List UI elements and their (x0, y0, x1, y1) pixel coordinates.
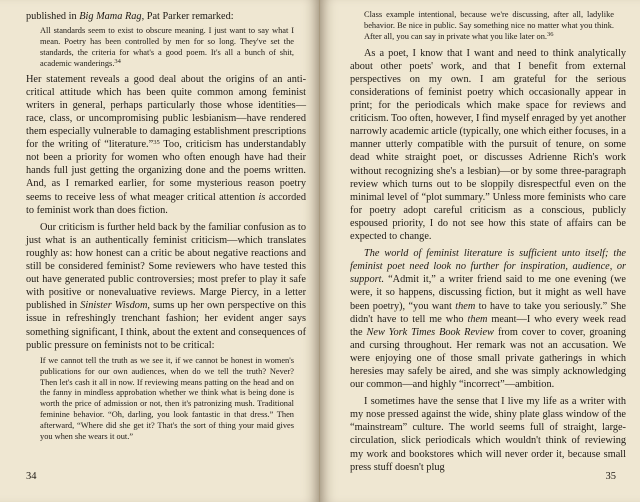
periodical-title: New York Times Book Review (366, 326, 494, 338)
intro-text-end: , Pat Parker remarked: (141, 11, 234, 22)
paragraph-text: Too, criticism has understandably not been a priority for women who often enough have had their hands full just getting the organizing done and the poems written. And, as I remarked earlier, for some mysterious reason poetry seems to receive less of what meager critical attention (26, 139, 306, 203)
block-quote-continuation (364, 10, 614, 43)
footnote-marker: 36 (547, 30, 554, 38)
paragraph-text: Her statement reveals a good deal about the origins of an anti-critical attitude which has been quite common among feminist writers in general, perhaps particularly those whose identities—race, class, or uncompromising public lesbianism—have rendered them especially vulnerable to damaging establishment prescriptions for the writing of “literature.” (26, 73, 306, 151)
paragraph (26, 221, 306, 352)
paragraph-text: Our criticism is further held back by the familiar confusion as to just what is an authentically feminist criticism—which translates roughly as: how honest can a critic be about negative reactions and still be considered feminist? Some reviewers who have tested this out have generated public controversies; most prefer to play it safe with positive or nonevaluative reviews. Marge Piercy, in a letter published in (26, 221, 306, 312)
footnote-marker: 35 (153, 139, 160, 147)
paragraph-text: from cover to cover, groaning and cursing throughout. Her remark was not an accusation. We were enjoying one of those small private gatherings in which heresies may safely be aired, and she was simply acknowledging our common—and highly “incorrect”—ambition. (350, 326, 627, 391)
paragraph: I sometimes have the sense that I live my life as a writer with my nose pressed against the wide, shiny plate glass window of the “mainstream” culture. The world seems full of straight, large-circulation, slick periodicals which wouldn't think of reviewing my work and bookstores which will never order it, because small press stuff doesn't plug (350, 396, 626, 473)
quote-text: All standards seem to exist to obscure meaning. I just want to say what I mean. Poetry has been controlled by men for so long. They've set the standards, the criteria for what's a good poem. It's all a bunch of shit, academic wanderings. (40, 26, 294, 68)
paragraph-text: to have to take you seriously.” She didn't have to tell me who (350, 300, 626, 325)
right-text-column (350, 10, 626, 474)
block-quote-parker (40, 26, 294, 70)
intro-line (26, 10, 306, 23)
paragraph-text: accorded to feminist work than does fiction. (26, 191, 306, 216)
quote-text: Class example intentional, because we're discussing, after all, ladylike behavior. Be nice in public. Say something nice no matter what you think. After all, you can say in private what you like later on. (364, 10, 614, 41)
paragraph-text: meant—I who every week read the (350, 313, 626, 338)
paragraph (26, 73, 306, 217)
periodical-title: Big Mama Rag (79, 11, 142, 22)
block-quote-piercy: If we cannot tell the truth as we see it, if we cannot be honest in women's publications for our own audiences, when do we tell the truth? Never? Then let's cash it all in now. If reviewing means patting on the head and on the fanny in mindless approbation whether we think what is being done is worth the price of admission or not, then it's patronizing mush. Traditional feminine behavior. “Oh, darling, you look fantastic in that dress.” Then afterward, “Where did she get it? That's the sort of thing your maid gives you when she wears it out.” (40, 355, 294, 442)
paragraph-text: “Admit it,” a writer friend said to me one evening (we were, it so happens, discussing fiction, but it might as well have been poetry), “you want (350, 274, 626, 312)
page-number: 35 (605, 471, 616, 482)
paragraph-text: , sums up her own perspective on this issue in refreshingly trenchant fashion; her evident anger says something significant, I think, about the extent and consequences of public pressure on feminists not to be critical: (26, 300, 306, 351)
emphasis: The world of feminist literature is sufficient unto itself; the feminist poet need look no further for inspiration, audience, or support. (350, 248, 626, 286)
paragraph (350, 247, 626, 391)
emphasis: is (258, 191, 266, 203)
emphasis: them (467, 313, 488, 325)
emphasis: them (455, 300, 476, 312)
page-number: 34 (26, 471, 37, 482)
intro-text: published in (26, 11, 80, 22)
footnote-marker: 34 (114, 57, 121, 65)
paragraph: As a poet, I know that I want and need to think analytically about other poets' work, and that I benefit from external perspectives on my own. I am grateful for the serious considerations of feminist poetry which occasionally appear in print; for the periodicals which make space for reviews and criticism. Too often, however, I find myself enraged by yet another narrowly academic article (typically, one which either focuses, in a manner utterly compatible with the pursuit of tenure, on some dead white straight poet, or discusses Adrienne Rich's work without recognizing she's a lesbian)—or by some three-paragraph review which turns out to be sloppily disrespectful even on the minimal level of “plot summary.” Unless more feminists who care for poetry adopt careful criticism as a conscious, publicly espoused priority, I do not see how this state of affairs can be expected to change. (350, 47, 626, 243)
right-page (320, 0, 640, 502)
left-text-column (26, 10, 306, 443)
periodical-title: Sinister Wisdom (80, 300, 148, 312)
